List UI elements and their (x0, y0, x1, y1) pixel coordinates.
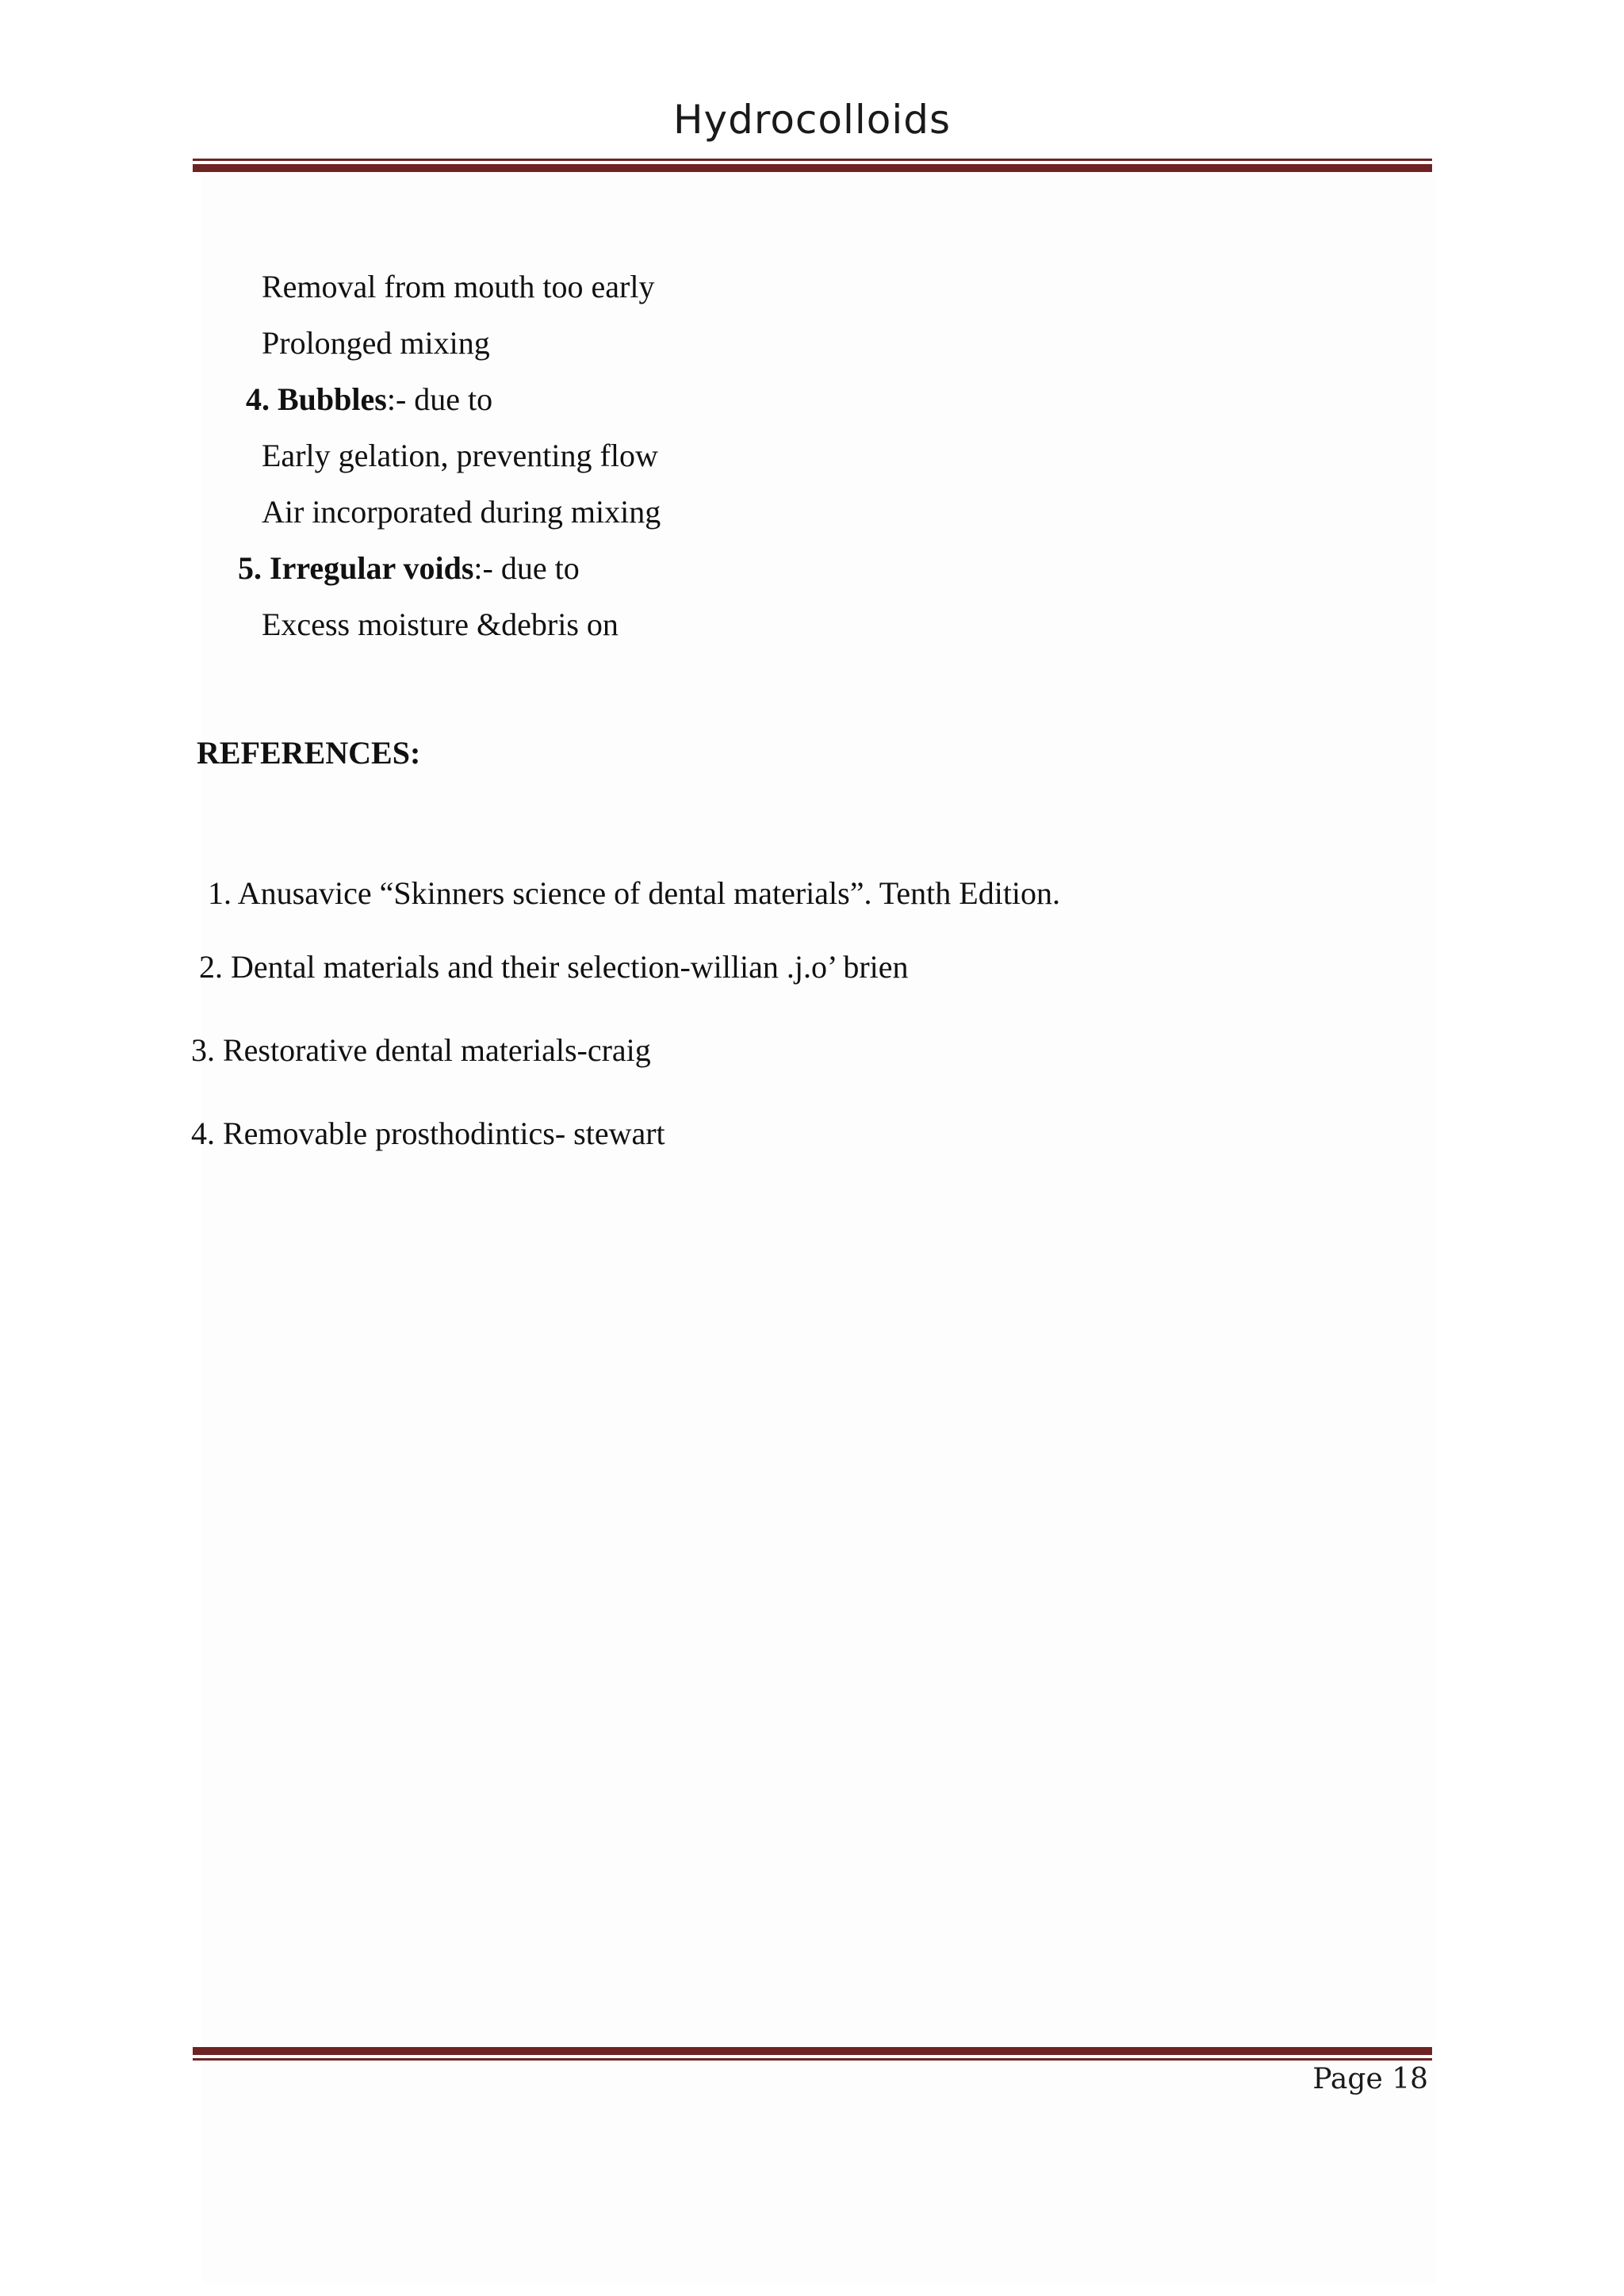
footer-rule-thin-line (193, 2058, 1432, 2061)
defect-title-bubbles: 4. Bubbles (246, 381, 387, 417)
reference-item-4: 4. Removable prosthodintics- stewart (191, 1115, 665, 1151)
defect-title-irregular-voids: 5. Irregular voids (238, 550, 474, 586)
footer-rule (193, 2047, 1432, 2061)
defect-suffix-bubbles: :- due to (386, 381, 493, 417)
reference-item-2: 2. Dental materials and their selection-willian .j.o’ brien (199, 949, 909, 985)
defect-item-bubbles (246, 381, 493, 417)
references-heading: REFERENCES: (197, 735, 421, 771)
header-title: Hydrocolloids (672, 97, 952, 143)
page-number: Page 18 (1312, 2063, 1428, 2095)
defect-item-irregular-voids (238, 550, 580, 586)
header-rule (193, 159, 1432, 172)
reference-item-1: 1. Anusavice “Skinners science of dental materials”. Tenth Edition. (208, 875, 1061, 911)
cause-line-excess-moisture: Excess moisture &debris on (262, 607, 619, 642)
reference-item-3: 3. Restorative dental materials-craig (191, 1032, 651, 1068)
cause-line-prolonged-mixing: Prolonged mixing (262, 325, 490, 361)
cause-line-removal: Removal from mouth too early (262, 269, 655, 304)
page-body-area (202, 174, 1435, 2283)
cause-line-early-gelation: Early gelation, preventing flow (262, 438, 658, 473)
footer-rule-thick-line (193, 2047, 1432, 2055)
cause-line-air-incorporated: Air incorporated during mixing (262, 494, 661, 530)
defect-suffix-irregular-voids: :- due to (473, 550, 580, 586)
header-rule-thick-line (193, 164, 1432, 172)
